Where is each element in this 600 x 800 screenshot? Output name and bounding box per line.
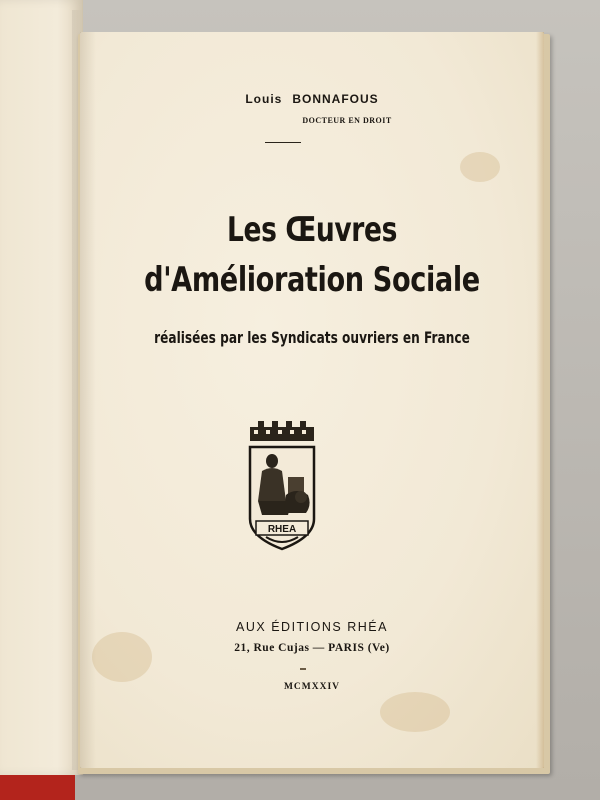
publisher-emblem	[246, 417, 318, 552]
foxing-stain	[92, 632, 152, 682]
author-name	[80, 92, 544, 106]
foxing-stain	[460, 152, 500, 182]
printer-mark	[300, 668, 306, 670]
title-page	[80, 32, 544, 768]
subtitle: réalisées par les Syndicats ouvriers en France	[154, 328, 470, 347]
publisher-address: 21, Rue Cujas — PARIS (Ve)	[234, 642, 390, 654]
title-line-2: d'Amélioration Sociale	[144, 260, 480, 300]
publisher-name: AUX ÉDITIONS RHÉA	[236, 620, 388, 634]
left-page	[0, 0, 83, 775]
author-degree: DOCTEUR EN DROIT	[302, 116, 392, 125]
author-last-name: BONNAFOUS	[292, 92, 379, 106]
foxing-stain	[380, 692, 450, 732]
publication-year: MCMXXIV	[283, 682, 341, 692]
author-first-name: Louis	[245, 92, 283, 106]
emblem-label: RHEA	[267, 524, 297, 535]
page-right-edge-foxing	[536, 32, 544, 768]
separator-rule	[265, 142, 301, 143]
title-line-1: Les Œuvres	[227, 210, 397, 250]
